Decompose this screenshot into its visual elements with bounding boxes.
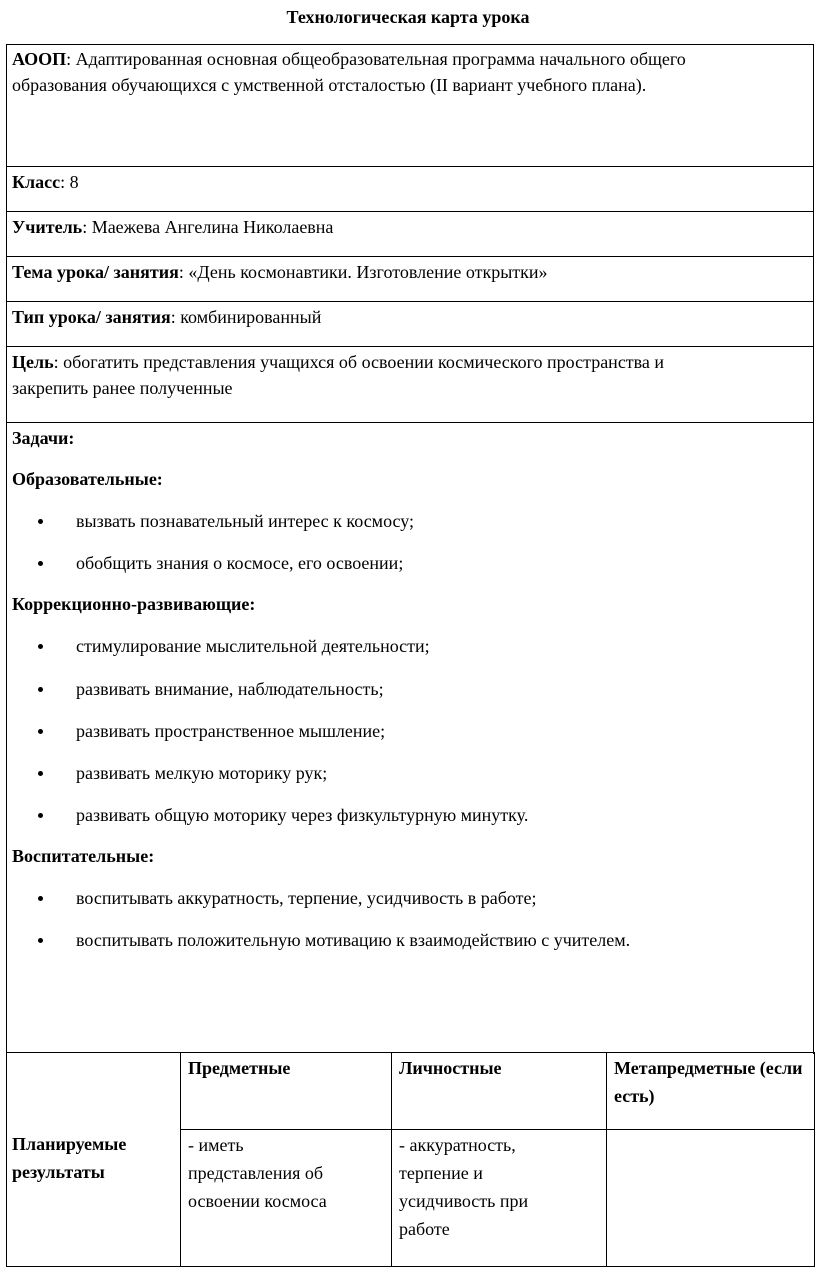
lesson-type-value: : комбинированный xyxy=(170,307,322,327)
class-row xyxy=(7,166,813,211)
aoop-text-line2: образования обучающихся с умственной отсталостью (II вариант учебного плана). xyxy=(12,75,647,96)
planned-results-label: Планируемые результаты xyxy=(7,1053,181,1267)
list-item: развивать общую моторику через физкультурную минутку. xyxy=(12,802,809,828)
goal-text-line2: закрепить ранее полученные xyxy=(12,378,233,399)
goal-text: : обогатить представления учащихся об освоении космического пространства и xyxy=(53,352,665,372)
personal-results-cell: - аккуратность, терпение и усидчивость при работе xyxy=(392,1130,607,1267)
header-meta: Метапредметные (если есть) xyxy=(607,1053,815,1130)
list-item: обобщить знания о космосе, его освоении; xyxy=(12,550,809,576)
topic-value: : «День космонавтики. Изготовление открытки» xyxy=(178,262,548,282)
upbringing-label: Воспитательные: xyxy=(12,845,155,866)
list-item: развивать внимание, наблюдательность; xyxy=(12,676,809,702)
topic-row xyxy=(7,256,813,301)
aoop-text: : Адаптированная основная общеобразовательная программа начального общего xyxy=(66,49,686,69)
aoop-label: АООП xyxy=(12,49,67,69)
teacher-label: Учитель xyxy=(12,217,83,237)
list-item: воспитывать положительную мотивацию к взаимодействию с учителем. xyxy=(12,927,809,953)
list-item: развивать мелкую моторику рук; xyxy=(12,760,809,786)
educational-label: Образовательные: xyxy=(12,469,163,490)
page-title: Технологическая карта урока xyxy=(286,7,530,27)
teacher-value: : Маежева Ангелина Николаевна xyxy=(82,217,334,237)
correctional-label: Коррекционно-развивающие: xyxy=(12,594,256,615)
planned-results-table xyxy=(6,1052,815,1267)
list-item: воспитывать аккуратность, терпение, усидчивость в работе; xyxy=(12,885,809,911)
class-value: : 8 xyxy=(60,172,79,192)
aoop-row xyxy=(7,44,813,166)
list-item: стимулирование мыслительной деятельности; xyxy=(12,633,809,659)
header-subject: Предметные xyxy=(181,1053,392,1130)
goal-row xyxy=(7,346,813,422)
list-item: развивать пространственное мышление; xyxy=(12,718,809,744)
class-label: Класс xyxy=(12,172,61,192)
list-item: вызвать познавательный интерес к космосу; xyxy=(12,508,809,534)
tasks-row xyxy=(7,422,813,1054)
lesson-type-row xyxy=(7,301,813,346)
meta-results-cell xyxy=(607,1130,815,1267)
header-personal: Личностные xyxy=(392,1053,607,1130)
goal-label: Цель xyxy=(12,352,54,372)
subject-results-cell: - иметь представления об освоении космоса xyxy=(181,1130,392,1267)
topic-label: Тема урока/ занятия xyxy=(12,262,179,282)
lesson-type-label: Тип урока/ занятия xyxy=(12,307,171,327)
lesson-info-table xyxy=(6,44,814,1054)
tasks-label: Задачи: xyxy=(12,428,75,448)
teacher-row xyxy=(7,211,813,256)
